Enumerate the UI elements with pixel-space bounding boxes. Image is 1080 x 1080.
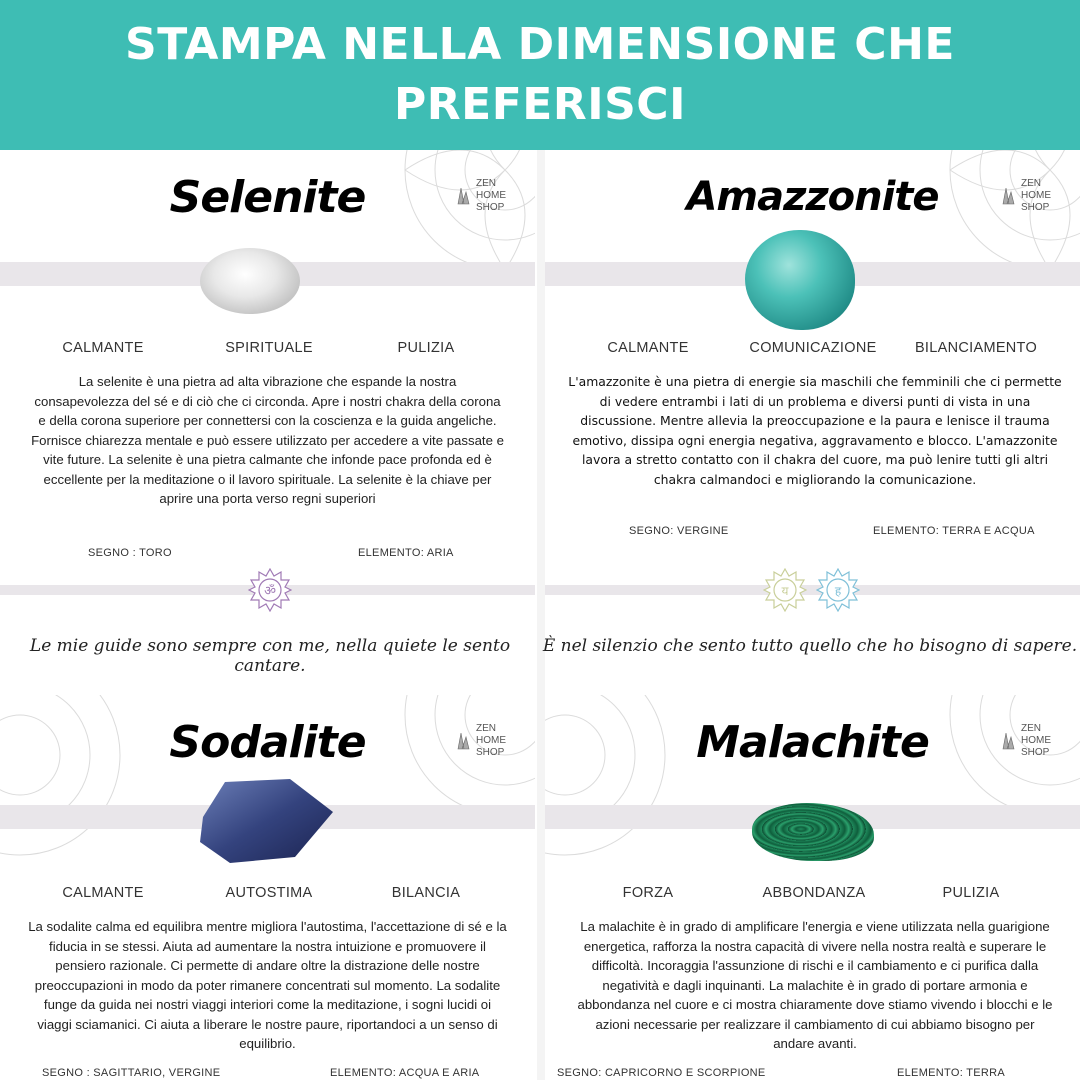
quote: Le mie guide sono sempre con me, nella quiete le sento cantare. bbox=[29, 636, 511, 676]
keyword: PULIZIA bbox=[397, 340, 455, 356]
zodiac-sign: SEGNO : SAGITTARIO, VERGINE bbox=[42, 1067, 221, 1079]
keyword: SPIRITUALE bbox=[225, 340, 313, 356]
crown-chakra-icon bbox=[248, 568, 292, 612]
stone-description: La sodalite calma ed equilibra mentre migliora l'autostima, l'accettazione di sé e la fiducia in se stessi. Aiuta ad aumentare la nostra intuizione e promuovere il pensiero razionale. Ci permette di andare oltre la distrazione delle nostre preoccupazioni in modo da poter rimanere concentrati sul momento. La sodalite funge da guida nei nostri viaggi interiori come la meditazione, i sogni lucidi oi viaggi sciamanici. Ci aiuta a liberare le nostre paure, riportandoci a un senso di equilibrio. bbox=[28, 919, 507, 1051]
keyword: CALMANTE bbox=[607, 340, 689, 356]
keyword: COMUNICAZIONE bbox=[749, 340, 877, 356]
logo-text: ZEN bbox=[1021, 723, 1041, 734]
amazzonite-stone-image bbox=[745, 230, 855, 330]
crystal-moon-icon bbox=[448, 723, 474, 759]
logo-text: SHOP bbox=[476, 747, 505, 758]
element: ELEMENTO: ARIA bbox=[358, 547, 454, 559]
card-amazzonite bbox=[545, 150, 1080, 620]
crystal-moon-icon bbox=[448, 178, 474, 214]
svg-text:ॐ: ॐ bbox=[264, 583, 276, 598]
element: ELEMENTO: TERRA E ACQUA bbox=[873, 525, 1035, 537]
logo-text: ZEN bbox=[476, 178, 496, 189]
keyword: ABBONDANZA bbox=[762, 885, 866, 901]
sodalite-stone-image bbox=[195, 777, 335, 867]
crystal-moon-icon bbox=[993, 723, 1019, 759]
element: ELEMENTO: TERRA bbox=[897, 1067, 1006, 1079]
zodiac-sign: SEGNO : TORO bbox=[88, 547, 172, 559]
throat-chakra-icon bbox=[816, 568, 860, 612]
keyword: AUTOSTIMA bbox=[225, 885, 313, 901]
crystal-moon-icon bbox=[993, 178, 1019, 214]
gray-band bbox=[545, 585, 1080, 595]
stone-title: Amazzonite bbox=[686, 174, 939, 220]
stone-title: Selenite bbox=[169, 172, 366, 223]
keyword: BILANCIAMENTO bbox=[914, 340, 1038, 356]
svg-text:य: य bbox=[781, 584, 789, 598]
keyword: PULIZIA bbox=[942, 885, 1000, 901]
stone-description: L'amazzonite è una pietra di energie sia maschili che femminili che ci permette di vedere entrambi i lati di un problema e diversi punti di vista in una discussione. Mentre allevia la preoccupazione e la paura e lenisce il trauma emotivo, dissipa ogni energia negativa, aggravamento e blocco. L'amazzonite lavora a stretto contatto con il chakra del cuore, ma può lenire tutti gli altri chakra calmandoci e migliorando la comunicazione. bbox=[568, 374, 1062, 487]
stone-title: Malachite bbox=[696, 717, 929, 768]
zodiac-sign: SEGNO: VERGINE bbox=[629, 525, 729, 537]
banner-title: STAMPA NELLA DIMENSIONE CHE PREFERISCI bbox=[125, 19, 955, 130]
zen-home-shop-logo bbox=[448, 178, 506, 214]
keyword: CALMANTE bbox=[62, 340, 144, 356]
logo-text: ZEN bbox=[476, 723, 496, 734]
logo-text: HOME bbox=[1021, 190, 1051, 201]
stone-description: La selenite è una pietra ad alta vibrazione che espande la nostra consapevolezza del sé e di ciò che ci circonda. Apre i nostri chakra della corona e della corona superiore per connettersi con la coscienza e la guida angeliche. Fornisce chiarezza mentale e può essere utilizzato per accedere a vite passate e vite future. La selenite è una pietra calmante che infonde pace profonda ed è eccellente per la meditazione o il lavoro spirituale. La selenite è la chiave per aprire una porta verso regni superiori bbox=[31, 374, 504, 506]
svg-text:ह: ह bbox=[834, 584, 842, 598]
logo-text: HOME bbox=[476, 190, 506, 201]
keyword: FORZA bbox=[622, 885, 674, 901]
quote: È nel silenzio che sento tutto quello che ho bisogno di sapere. bbox=[542, 636, 1078, 656]
logo-text: SHOP bbox=[476, 202, 505, 213]
stone-title: Sodalite bbox=[169, 717, 366, 768]
element: ELEMENTO: ACQUA E ARIA bbox=[330, 1067, 480, 1079]
card-sodalite bbox=[0, 695, 535, 1080]
card-malachite bbox=[545, 695, 1080, 1080]
card-selenite bbox=[0, 150, 535, 620]
heart-chakra-icon bbox=[763, 568, 807, 612]
zen-home-shop-logo bbox=[993, 178, 1051, 214]
logo-text: HOME bbox=[1021, 735, 1051, 746]
selenite-stone-image bbox=[200, 248, 300, 314]
keyword: BILANCIA bbox=[391, 885, 461, 901]
logo-text: SHOP bbox=[1021, 202, 1050, 213]
logo-text: SHOP bbox=[1021, 747, 1050, 758]
column-divider bbox=[537, 150, 545, 1080]
keyword: CALMANTE bbox=[62, 885, 144, 901]
zen-home-shop-logo bbox=[448, 723, 506, 759]
stone-description: La malachite è in grado di amplificare l'energia e viene utilizzata nella guarigione energetica, rafforza la nostra capacità di vivere nella nostra realtà e superare le difficoltà. Incoraggia l'assunzione di rischi e il cambiamento e ci purifica dalla negatività e dagli inquinanti. La malachite è in grado di portare armonia e abbondanza nel cuore e ci mostra chiaramente dove stiamo vivendo i blocchi e le azioni necessarie per realizzare il cambiamento di cui abbiamo bisogno per andare avanti. bbox=[577, 919, 1053, 1051]
zen-home-shop-logo bbox=[993, 723, 1051, 759]
zodiac-sign: SEGNO: CAPRICORNO E SCORPIONE bbox=[557, 1067, 766, 1079]
logo-text: HOME bbox=[476, 735, 506, 746]
logo-text: ZEN bbox=[1021, 178, 1041, 189]
banner-header bbox=[0, 0, 1080, 150]
